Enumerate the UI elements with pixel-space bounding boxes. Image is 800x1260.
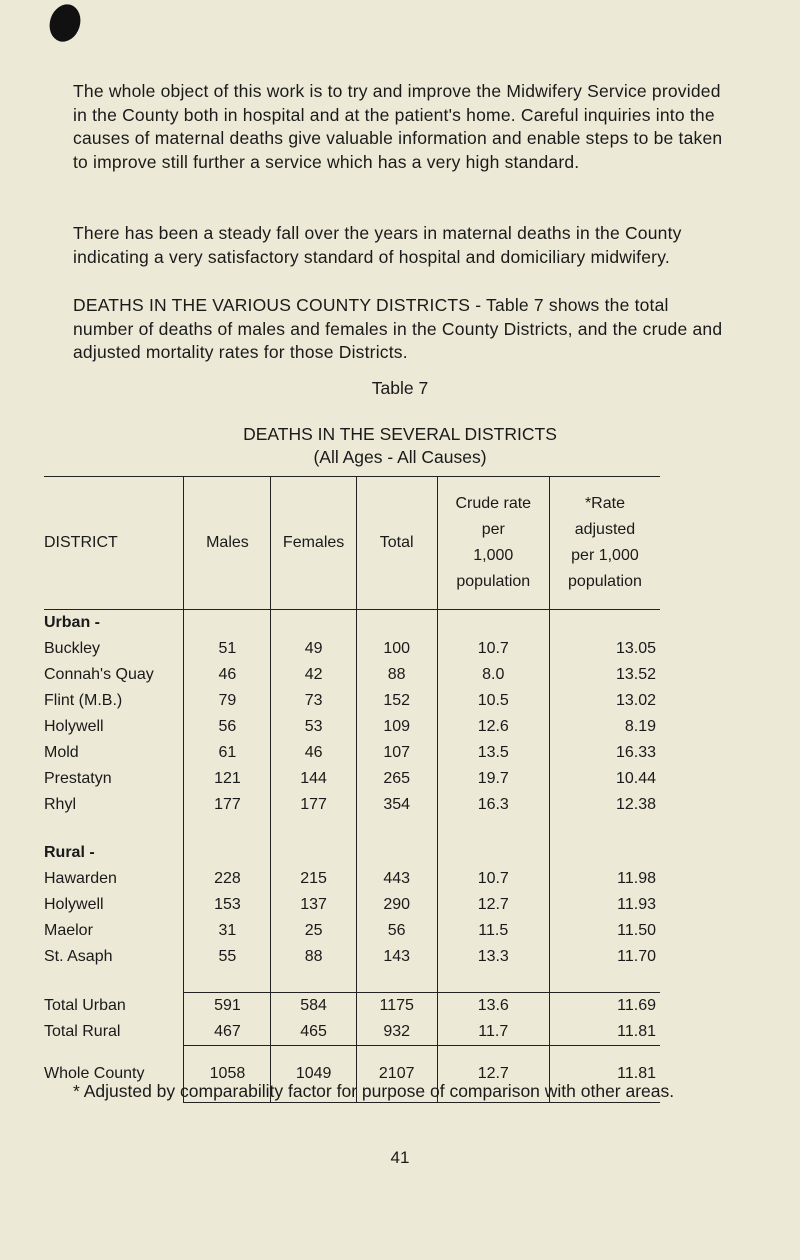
males-cell: 228 <box>184 866 271 892</box>
males-cell: 153 <box>184 892 271 918</box>
district-cell: Flint (M.B.) <box>44 692 123 709</box>
crude-cell: 19.7 <box>437 766 549 792</box>
adjusted-cell: 10.44 <box>549 766 660 792</box>
total-cell: 88 <box>356 662 437 688</box>
total-cell: 1175 <box>356 993 437 1020</box>
header-females: Females <box>271 477 356 610</box>
females-cell: 1049 <box>271 1046 356 1103</box>
table-row <box>44 944 660 970</box>
males-cell: 61 <box>184 740 271 766</box>
adjusted-cell: 11.81 <box>549 1046 660 1103</box>
females-cell: 584 <box>271 993 356 1020</box>
total-urban-row <box>44 993 660 1020</box>
table-subtitle: (All Ages - All Causes) <box>313 447 487 467</box>
footnote: * Adjusted by comparability factor for purpose of comparison with other areas. <box>73 1081 675 1101</box>
spacer-row <box>44 970 660 993</box>
adjusted-cell: 11.98 <box>549 866 660 892</box>
males-cell: 46 <box>184 662 271 688</box>
crude-cell: 10.7 <box>437 866 549 892</box>
males-cell: 177 <box>184 792 271 818</box>
females-cell: 25 <box>271 918 356 944</box>
total-cell: 443 <box>356 866 437 892</box>
adjusted-cell: 11.93 <box>549 892 660 918</box>
group-label-row <box>44 610 660 637</box>
table-row <box>44 636 660 662</box>
females-cell: 144 <box>271 766 356 792</box>
females-cell: 46 <box>271 740 356 766</box>
group-label-row <box>44 840 660 866</box>
intro-paragraph: The whole object of this work is to try and improve the Midwifery Service provided in the County both in hospital and at the patient's home. Careful inquiries into the causes of maternal deaths give valuable information and enable steps to be taken to improve still further a service which has a very high standard. <box>73 81 723 172</box>
district-cell: Holywell <box>44 896 104 913</box>
table-row <box>44 740 660 766</box>
females-cell: 42 <box>271 662 356 688</box>
crude-cell: 12.7 <box>437 1046 549 1103</box>
total-cell: 354 <box>356 792 437 818</box>
district-cell: Mold <box>44 744 79 761</box>
table-row <box>44 662 660 688</box>
crude-cell: 11.7 <box>437 1019 549 1046</box>
table-row <box>44 688 660 714</box>
total-cell: 109 <box>356 714 437 740</box>
adjusted-cell: 13.02 <box>549 688 660 714</box>
district-cell: Rhyl <box>44 796 77 813</box>
total-cell: 100 <box>356 636 437 662</box>
crude-cell: 10.7 <box>437 636 549 662</box>
table-row <box>44 866 660 892</box>
crude-cell: 10.5 <box>437 688 549 714</box>
district-cell: Connah's Quay <box>44 666 154 683</box>
table-header-row <box>44 477 660 610</box>
total-cell: 152 <box>356 688 437 714</box>
females-cell: 88 <box>271 944 356 970</box>
crude-cell: 8.0 <box>437 662 549 688</box>
total-cell: 2107 <box>356 1046 437 1103</box>
females-cell: 465 <box>271 1019 356 1046</box>
adjusted-cell: 11.69 <box>549 993 660 1020</box>
males-cell: 121 <box>184 766 271 792</box>
adjusted-cell: 11.81 <box>549 1019 660 1046</box>
females-cell: 215 <box>271 866 356 892</box>
males-cell: 467 <box>184 1019 271 1046</box>
district-cell: Hawarden <box>44 870 117 887</box>
district-cell: Total Rural <box>44 1023 121 1041</box>
district-cell: Maelor <box>44 922 93 939</box>
adjusted-cell: 11.50 <box>549 918 660 944</box>
total-cell: 56 <box>356 918 437 944</box>
males-cell: 31 <box>184 918 271 944</box>
group-label: Rural - <box>44 844 95 861</box>
crude-cell: 11.5 <box>437 918 549 944</box>
maternal-deaths-paragraph: There has been a steady fall over the years in maternal deaths in the County indicating a very satisfactory standard of hospital and domiciliary midwifery. <box>73 223 682 267</box>
table-title: DEATHS IN THE SEVERAL DISTRICTS <box>243 424 557 444</box>
group-label: Urban - <box>44 614 100 631</box>
district-cell: Holywell <box>44 718 104 735</box>
header-total: Total <box>356 477 437 610</box>
crude-cell: 13.5 <box>437 740 549 766</box>
total-cell: 290 <box>356 892 437 918</box>
males-cell: 591 <box>184 993 271 1020</box>
adjusted-cell: 13.05 <box>549 636 660 662</box>
spacer-row <box>44 818 660 840</box>
district-cell: Prestatyn <box>44 770 112 787</box>
table-row <box>44 792 660 818</box>
header-adjusted-rate: *Rate adjusted per 1,000 population <box>549 477 660 610</box>
header-crude-rate: Crude rate per 1,000 population <box>437 477 549 610</box>
total-cell: 107 <box>356 740 437 766</box>
total-cell: 143 <box>356 944 437 970</box>
page-number: 41 <box>390 1148 410 1167</box>
total-rural-row <box>44 1019 660 1046</box>
adjusted-cell: 8.19 <box>549 714 660 740</box>
district-cell: Buckley <box>44 640 101 657</box>
females-cell: 49 <box>271 636 356 662</box>
adjusted-cell: 13.52 <box>549 662 660 688</box>
adjusted-cell: 16.33 <box>549 740 660 766</box>
districts-paragraph: DEATHS IN THE VARIOUS COUNTY DISTRICTS - Table 7 shows the total number of deaths of males and females in the County Districts, and the crude and adjusted mortality rates for those Districts. <box>73 295 723 362</box>
crude-cell: 13.3 <box>437 944 549 970</box>
males-cell: 1058 <box>184 1046 271 1103</box>
deaths-table <box>44 476 660 1103</box>
females-cell: 73 <box>271 688 356 714</box>
district-cell: Whole County <box>44 1065 145 1082</box>
males-cell: 51 <box>184 636 271 662</box>
females-cell: 137 <box>271 892 356 918</box>
table-row <box>44 766 660 792</box>
females-cell: 177 <box>271 792 356 818</box>
crude-cell: 12.6 <box>437 714 549 740</box>
adjusted-cell: 12.38 <box>549 792 660 818</box>
total-cell: 932 <box>356 1019 437 1046</box>
ink-blot <box>45 0 85 45</box>
table-row <box>44 918 660 944</box>
males-cell: 79 <box>184 688 271 714</box>
crude-cell: 12.7 <box>437 892 549 918</box>
header-males: Males <box>184 477 271 610</box>
crude-cell: 13.6 <box>437 993 549 1020</box>
crude-cell: 16.3 <box>437 792 549 818</box>
males-cell: 56 <box>184 714 271 740</box>
district-cell: St. Asaph <box>44 948 113 965</box>
table-label: Table 7 <box>371 378 429 398</box>
table-row <box>44 714 660 740</box>
adjusted-cell: 11.70 <box>549 944 660 970</box>
males-cell: 55 <box>184 944 271 970</box>
total-cell: 265 <box>356 766 437 792</box>
district-cell: Total Urban <box>44 996 126 1014</box>
table-row <box>44 892 660 918</box>
females-cell: 53 <box>271 714 356 740</box>
header-district: DISTRICT <box>44 477 184 610</box>
